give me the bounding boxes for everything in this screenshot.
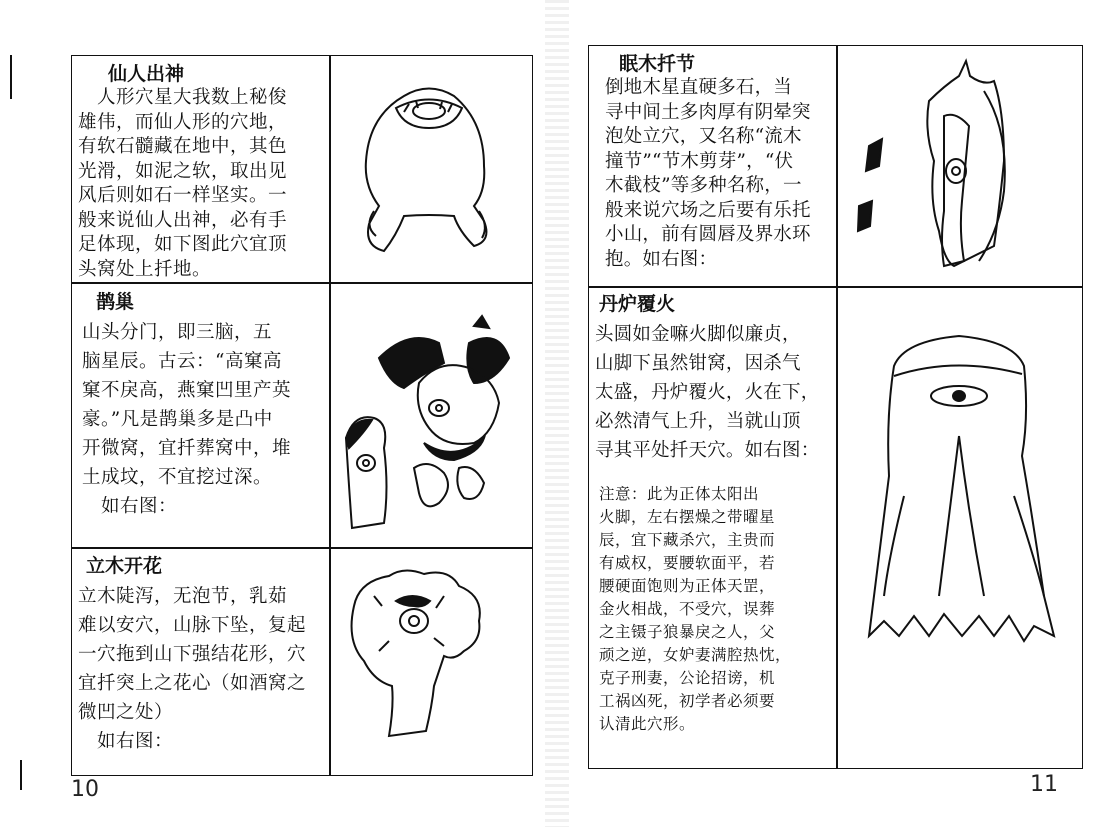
entry-body: 山头分门，即三脑，五 脑星辰。古云：“高窠高 窠不戾高，燕窠凹里产英 豪。”凡是鹊巢多是凸中 开微窝，宜扦葬窝中，堆 土成坟，不宜挖过深。 如右图： (82, 322, 292, 517)
left-page-table (71, 55, 533, 776)
right-column-divider (836, 46, 838, 768)
left-column-divider (329, 56, 331, 775)
entry-text-cell (78, 554, 326, 772)
entry-title: 鹊巢 (96, 291, 135, 313)
entry-text-cell (78, 290, 326, 545)
right-row-divider-1 (589, 286, 1082, 288)
entry-title: 立木开花 (86, 555, 163, 577)
entry-body: 头圆如金嘛火脚似廉贞， 山脚下虽然钳窝，因杀气 太盛，丹炉覆火，火在下， 必然清气上升，当就山顶 寻其平处扦天穴。如右图： (595, 324, 820, 461)
entry-body: 倒地木星直硬多石，当 寻中间土多肉厚有阴晕突 泡处立穴，又名称“流木 撞节”“节木剪芽”，“伏 木截枝”等多种名称，一 般来说穴场之后要有乐托 小山，前有圆唇及界水环 抱。如右图： (605, 77, 811, 270)
entry-text-cell (595, 52, 833, 284)
entry-body: 人形穴星大我数上秘俊 雄伟，而仙人形的穴地， 有软石髓藏在地中，其色 光滑，如泥之软，取出见 风后则如石一样坚实。一 般来说仙人出神，必有手 足体现，如下图此穴宜顶 头窝处上扦地。 (78, 87, 288, 280)
entry-title: 仙人出神 (108, 63, 185, 85)
left-row-divider-1 (72, 282, 532, 284)
entry-body: 立木陡泻，无泡节，乳茹 难以安穴，山脉下坠，复起 一穴拖到山下强结花形，穴 宜扦突上之花心（如酒窝之 微凹之处） 如右图： (78, 586, 307, 752)
left-edge-mark (10, 55, 12, 99)
immortal-head-figure (334, 66, 524, 276)
furnace-fire-figure (844, 296, 1074, 761)
sleeping-tree-figure (844, 51, 1074, 281)
entry-text-cell (595, 292, 833, 764)
entry-title: 眠木扦节 (619, 53, 696, 75)
page-number-left: 10 (71, 777, 99, 802)
flowering-tree-figure (334, 556, 524, 766)
entry-title: 丹炉覆火 (599, 293, 676, 315)
entry-note: 注意：此为正体太阳出 火脚，左右摆燥之带曜星 辰，宜下藏杀穴，主贵而 有威权，要腰软面平，若 腰硬面饱则为正体天罡， 金火相战，不受穴，误葬 之主镊子狼暴戾之人，父 顽之逆，女妒妻满腔热忱， 克子刑妻，公论招谤，机 工祸凶死，初学者必须要 认清此穴形。 (599, 485, 792, 733)
entry-text-cell (78, 62, 326, 280)
magpie-nest-figure (334, 288, 529, 543)
page-number-right: 11 (1030, 772, 1058, 797)
book-gutter (545, 0, 569, 827)
left-edge-mark-lower (20, 760, 22, 790)
left-row-divider-2 (72, 547, 532, 549)
right-page-table (588, 45, 1083, 769)
